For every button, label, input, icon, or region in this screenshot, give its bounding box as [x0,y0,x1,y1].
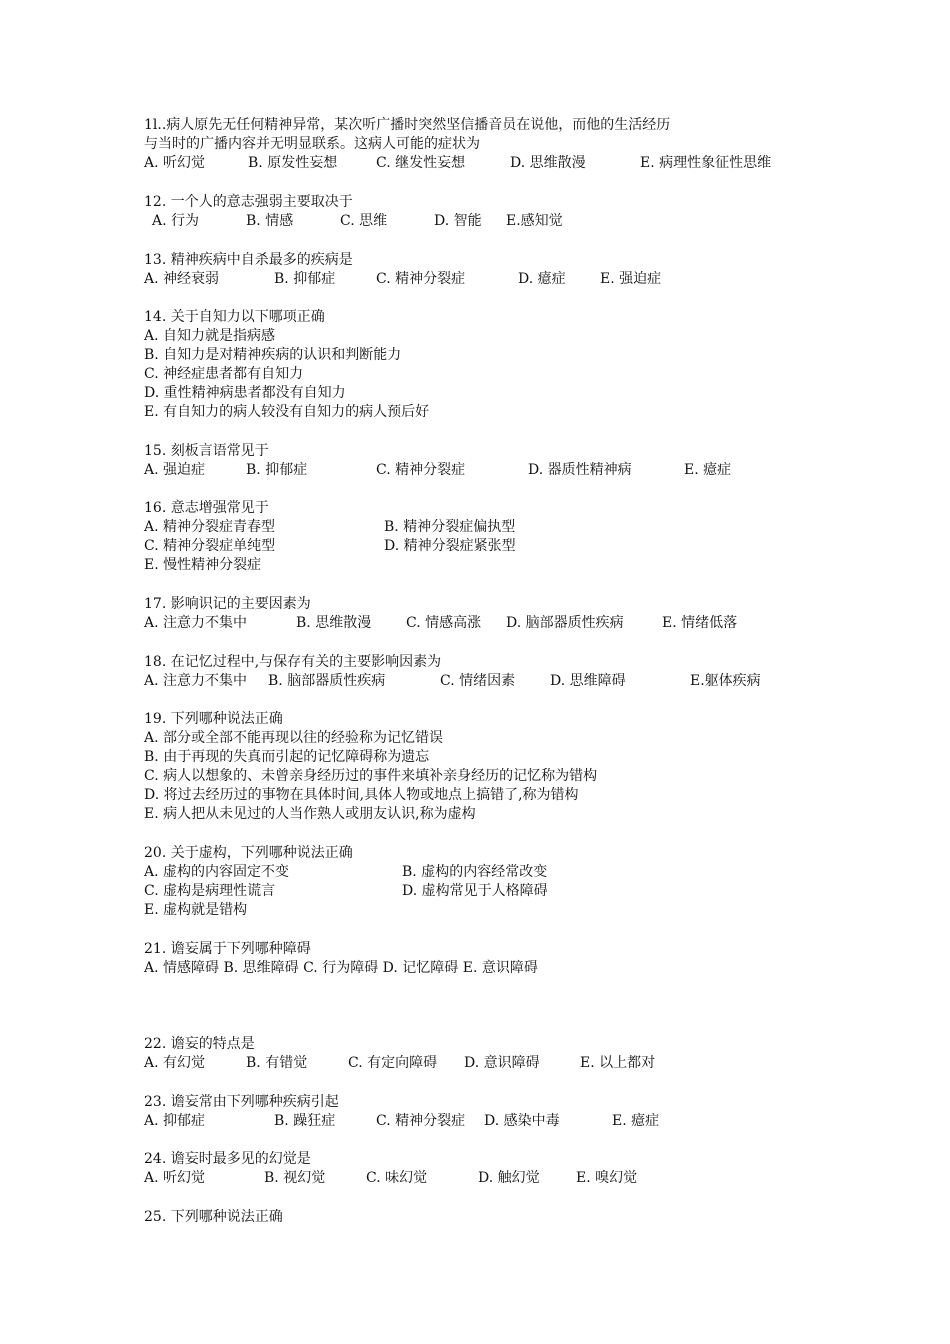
option-a: A. 精神分裂症青春型 [144,519,276,535]
option-e: E. 有自知力的病人较没有自知力的病人预后好 [144,404,430,420]
option-a: A. 注意力不集中 [144,615,248,631]
option-b: B. 自知力是对精神疾病的认识和判断能力 [144,347,402,363]
option-d: D. 智能 [434,213,482,229]
option-d: D. 思维障碍 [550,673,626,689]
question-24 [144,1150,824,1188]
option-c: C. 味幻觉 [366,1170,428,1186]
question-13 [144,251,824,289]
options-row [144,1169,824,1188]
question-12 [144,193,824,231]
option-c: C. 神经症患者都有自知力 [144,366,304,382]
question-18 [144,653,824,691]
option-e: E. 病理性象征性思维 [640,155,772,171]
option-c: C. 继发性妄想 [376,155,466,171]
option-e: E.感知觉 [506,213,563,229]
option-d: D. 感染中毒 [484,1113,560,1129]
option-b: B. 脑部器质性疾病 [268,673,386,689]
options-row [144,614,824,633]
option-b: B. 抑郁症 [246,462,308,478]
question-stem: 23. 谵妄常由下列哪种疾病引起 [144,1094,339,1110]
option-a: A. 注意力不集中 [144,673,248,689]
option-c: C. 情感高涨 [406,615,482,631]
option-b: B. 抑郁症 [274,271,336,287]
question-25 [144,1208,824,1227]
question-stem: 22. 谵妄的特点是 [144,1036,255,1052]
option-a: A. 有幻觉 [144,1055,206,1071]
options-row [144,1054,824,1073]
options-row [144,672,824,691]
option-c: C. 精神分裂症 [376,1113,466,1129]
option-d: D. 脑部器质性疾病 [506,615,624,631]
options-row [144,863,824,882]
option-b: B. 情感 [246,213,294,229]
option-d: D. 精神分裂症紧张型 [384,538,516,554]
question-stem: 20. 关于虚构，下列哪种说法正确 [144,845,353,861]
option-d: D. 将过去经历过的事物在具体时间,具体人物或地点上搞错了,称为错构 [144,787,579,803]
option-b: B. 有错觉 [246,1055,308,1071]
question-stem: 19. 下列哪种说法正确 [144,711,283,727]
option-e: E. 情绪低落 [662,615,738,631]
options-row [144,1112,824,1131]
option-b: B. 视幻觉 [264,1170,326,1186]
question-stem: 25. 下列哪种说法正确 [144,1209,283,1225]
options-row [144,270,824,289]
question-11 [144,116,824,173]
option-b: B. 精神分裂症偏执型 [384,519,516,535]
question-21 [144,940,824,978]
option-a: A. 部分或全部不能再现以往的经验称为记忆错误 [144,730,444,746]
option-e: E. 以上都对 [580,1055,656,1071]
option-b: B. 躁狂症 [274,1113,336,1129]
option-e: E.躯体疾病 [690,673,761,689]
option-d: D. 触幻觉 [478,1170,540,1186]
question-stem: 16. 意志增强常见于 [144,500,269,516]
question-15 [144,442,824,480]
option-d: D. 意识障碍 [464,1055,540,1071]
option-c: C. 思维 [340,213,388,229]
option-a: A. 抑郁症 [144,1113,206,1129]
question-stem: 1l..病人原先无任何精神异常，某次听广播时突然坚信播音员在说他，而他的生活经历 [144,117,671,133]
option-b: B. 原发性妄想 [248,155,338,171]
question-14 [144,308,824,422]
question-17 [144,595,824,633]
option-e: E. 慢性精神分裂症 [144,557,262,573]
options-row [144,518,824,537]
option-d: D. 癔症 [518,271,566,287]
option-b: B. 虚构的内容经常改变 [402,864,548,880]
question-stem: 13. 精神疾病中自杀最多的疾病是 [144,252,353,268]
option-a: A. 听幻觉 [144,155,206,171]
option-d: D. 重性精神病患者都没有自知力 [144,385,346,401]
question-19 [144,710,824,824]
option-a: A. 强迫症 [144,462,206,478]
question-stem: 12. 一个人的意志强弱主要取决于 [144,194,353,210]
question-stem: 17. 影响识记的主要因素为 [144,596,311,612]
option-e: E. 强迫症 [600,271,662,287]
question-20 [144,844,824,920]
option-d: D. 思维散漫 [510,155,586,171]
option-c: C. 病人以想象的、未曾亲身经历过的事件来填补亲身经历的记忆称为错构 [144,768,598,784]
question-stem: 14. 关于自知力以下哪项正确 [144,309,325,325]
question-stem: 18. 在记忆过程中,与保存有关的主要影响因素为 [144,654,442,670]
options-row [144,154,824,173]
question-22 [144,1035,824,1073]
option-b: B. 思维散漫 [296,615,372,631]
option-a: A. 神经衰弱 [144,271,220,287]
option-c: C. 精神分裂症单纯型 [144,538,276,554]
option-e: E. 病人把从未见过的人当作熟人或朋友认识,称为虚构 [144,806,476,822]
option-a: A. 听幻觉 [144,1170,206,1186]
option-d: D. 虚构常见于人格障碍 [402,883,548,899]
option-a: A. 自知力就是指病感 [144,328,276,344]
option-e: E. 嗅幻觉 [576,1170,638,1186]
option-e: E. 虚构就是错构 [144,902,248,918]
option-e: E. 癔症 [612,1113,660,1129]
option-a: A. 行为 [152,213,200,229]
options-row [144,537,824,556]
option-e: E. 癔症 [684,462,732,478]
option-b: B. 由于再现的失真而引起的记忆障碍称为遗忘 [144,749,430,765]
option-a: A. 虚构的内容固定不变 [144,864,290,880]
options-row [144,212,824,231]
option-c: C. 虚构是病理性谎言 [144,883,276,899]
options-row [144,461,824,480]
option-c: C. 精神分裂症 [376,271,466,287]
question-stem: 与当时的广播内容并无明显联系。这病人可能的症状为 [144,136,480,152]
option-d: D. 器质性精神病 [528,462,632,478]
option-c: C. 情绪因素 [440,673,516,689]
question-16 [144,499,824,575]
options-row: A. 情感障碍 B. 思维障碍 C. 行为障碍 D. 记忆障碍 E. 意识障碍 [144,960,538,976]
question-23 [144,1093,824,1131]
question-stem: 15. 刻板言语常见于 [144,443,269,459]
question-stem: 24. 谵妄时最多见的幻觉是 [144,1151,311,1167]
options-row [144,882,824,901]
option-c: C. 有定向障碍 [348,1055,438,1071]
option-c: C. 精神分裂症 [376,462,466,478]
question-stem: 21. 谵妄属于下列哪种障碍 [144,941,311,957]
